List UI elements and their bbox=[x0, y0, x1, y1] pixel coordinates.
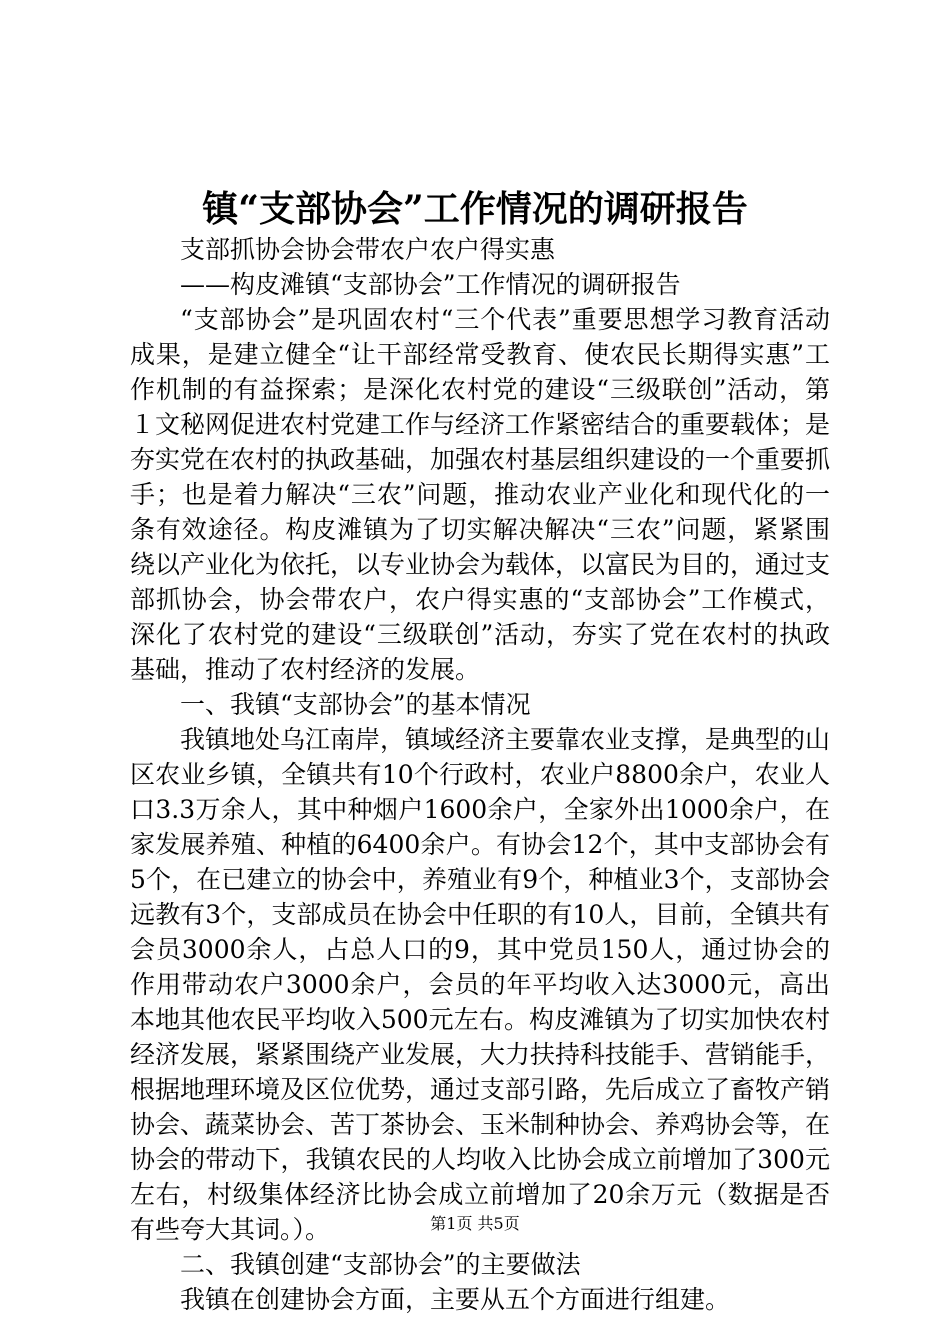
body-paragraph: “支部协会”是巩固农村“三个代表”重要思想学习教育活动成果，是建立健全“让干部经常受教育、使农民长期得实惠”工作机制的有益探索；是深化农村党的建设“三级联创”活动，第１文秘网促进农村党建工作与经济工作紧密结合的重要载体；是夯实党在农村的执政基础，加强农村基层组织建设的一个重要抓手；也是着力解决“三农”问题，推动农业产业化和现代化的一条有效途径。构皮滩镇为了切实解决解决“三农”问题，紧紧围绕以产业化为依托，以专业协会为载体，以富民为目的，通过支部抓协会，协会带农户，农户得实惠的“支部协会”工作模式，深化了农村党的建设“三级联创”活动，夯实了党在农村的执政基础，推动了农村经济的发展。 bbox=[130, 305, 831, 684]
subtitle-line: ——构皮滩镇“支部协会”工作情况的调研报告 bbox=[180, 270, 681, 299]
subtitle-line: 支部抓协会协会带农户农户得实惠 bbox=[180, 235, 556, 264]
document-title: 镇“支部协会”工作情况的调研报告 bbox=[202, 188, 748, 230]
body-paragraph: 我镇在创建协会方面，主要从五个方面进行组建。 bbox=[180, 1285, 731, 1314]
body-paragraph: 我镇地处乌江南岸，镇域经济主要靠农业支撑，是典型的山区农业乡镇，全镇共有10个行政村，农业户8800余户，农业人口3.3万余人，其中种烟户1600余户，全家外出1000余户，在家发展养殖、种植的6400余户。有协会12个，其中支部协会有5个，在已建立的协会中，养殖业有9个，种植业3个，支部协会远教有3个，支部成员在协会中任职的有10人，目前，全镇共有会员3000余人，占总人口的9，其中党员150人，通过协会的作用带动农户3000余户，会员的年平均收入达3000元，高出本地其他农民平均收入500元左右。构皮滩镇为了切实加快农村经济发展，紧紧围绕产业发展，大力扶持科技能手、营销能手，根据地理环境及区位优势，通过支部引路，先后成立了畜牧产销协会、蔬菜协会、苦丁茶协会、玉米制种协会、养鸡协会等，在协会的带动下，我镇农民的人均收入比协会成立前增加了300元左右，村级集体经济比协会成立前增加了20余万元（数据是否有些夸大其词。）。 bbox=[130, 725, 831, 1244]
page-footer: 第1页 共5页 bbox=[430, 1214, 520, 1233]
section-heading: 二、我镇创建“支部协会”的主要做法 bbox=[180, 1250, 581, 1279]
section-heading: 一、我镇“支部协会”的基本情况 bbox=[180, 690, 531, 719]
document-body bbox=[130, 232, 830, 1317]
